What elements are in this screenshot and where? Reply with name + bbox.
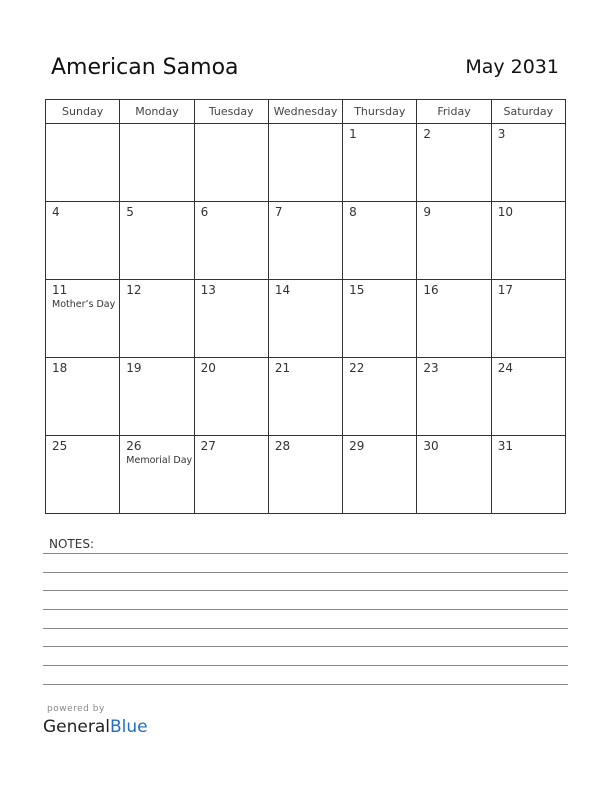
day-number: 23: [423, 361, 439, 375]
day-number: 7: [274, 205, 283, 219]
day-number: 4: [52, 205, 60, 219]
brand-blue: Blue: [110, 717, 148, 737]
calendar-week-row: [46, 280, 566, 358]
calendar-day-cell: [268, 124, 342, 202]
day-number: 26: [126, 439, 142, 453]
day-number: 9: [423, 205, 432, 219]
day-number: 19: [126, 361, 142, 375]
calendar-day-cell: [120, 124, 194, 202]
day-number: 16: [423, 283, 439, 297]
note-line: [43, 553, 568, 554]
powered-by-text: powered by: [47, 704, 105, 714]
day-number: 13: [200, 283, 216, 297]
weekday-header: Tuesday: [194, 100, 268, 124]
day-number: 28: [274, 439, 291, 453]
calendar-month-title: May 2031: [465, 56, 559, 78]
weekday-header: Thursday: [343, 100, 417, 124]
day-number: 30: [423, 439, 439, 453]
calendar-day-cell: [120, 202, 194, 280]
calendar-week-row: [46, 436, 566, 514]
holiday-label: Mother’s Day: [52, 299, 116, 310]
day-number: 6: [200, 205, 209, 219]
notes-label: NOTES:: [49, 537, 94, 551]
holiday-label: Memorial Day: [126, 455, 193, 466]
weekday-header: Sunday: [46, 100, 120, 124]
calendar-day-cell: [491, 436, 565, 514]
note-line: [43, 572, 568, 573]
day-number: 17: [497, 283, 513, 297]
calendar-week-row: [46, 124, 566, 202]
day-number: 21: [274, 361, 291, 375]
note-line: [43, 665, 568, 666]
calendar-day-cell: [268, 202, 342, 280]
weekday-header-row: [46, 100, 566, 124]
day-number: 22: [349, 361, 365, 375]
day-number: 3: [497, 127, 506, 141]
day-number: 10: [497, 205, 513, 219]
calendar-day-cell: [491, 124, 565, 202]
day-number: 2: [423, 127, 432, 141]
calendar-day-cell: [194, 436, 268, 514]
calendar-day-cell: [194, 124, 268, 202]
calendar-week-row: [46, 358, 566, 436]
day-number: 5: [126, 205, 134, 219]
note-line: [43, 684, 568, 685]
day-number: 18: [52, 361, 68, 375]
day-number: 8: [349, 205, 357, 219]
calendar-day-cell: [417, 436, 491, 514]
day-number: 1: [349, 127, 357, 141]
calendar-day-cell: [491, 202, 565, 280]
calendar-day-cell: [120, 436, 194, 514]
calendar-day-cell: [46, 202, 120, 280]
day-number: 15: [349, 283, 365, 297]
calendar-day-cell: [343, 358, 417, 436]
brand-general: General: [43, 717, 110, 737]
calendar-grid: [45, 99, 566, 514]
note-line: [43, 646, 568, 647]
calendar-day-cell: [491, 358, 565, 436]
calendar-day-cell: [491, 280, 565, 358]
generalblue-logo: [43, 717, 148, 737]
weekday-header: Monday: [120, 100, 194, 124]
calendar-day-cell: [194, 280, 268, 358]
calendar-day-cell: [417, 358, 491, 436]
calendar-day-cell: [46, 124, 120, 202]
calendar-day-cell: [417, 202, 491, 280]
weekday-header: Friday: [417, 100, 491, 124]
calendar-day-cell: [343, 280, 417, 358]
weekday-header: Saturday: [491, 100, 565, 124]
note-line: [43, 609, 568, 610]
calendar-week-row: [46, 202, 566, 280]
note-line: [43, 628, 568, 629]
calendar-day-cell: [120, 280, 194, 358]
calendar-country-title: American Samoa: [51, 55, 239, 80]
day-number: 29: [349, 439, 365, 453]
calendar-day-cell: [268, 358, 342, 436]
calendar-day-cell: [46, 436, 120, 514]
day-number: 12: [126, 283, 142, 297]
calendar-day-cell: [120, 358, 194, 436]
calendar-day-cell: [343, 436, 417, 514]
calendar-day-cell: [268, 280, 342, 358]
note-line: [43, 590, 568, 591]
calendar-day-cell: [194, 202, 268, 280]
day-number: 27: [200, 439, 216, 453]
calendar-day-cell: [268, 436, 342, 514]
calendar-day-cell: [46, 280, 120, 358]
calendar-day-cell: [343, 124, 417, 202]
day-number: 24: [497, 361, 513, 375]
day-number: 11: [52, 283, 68, 297]
calendar-day-cell: [46, 358, 120, 436]
calendar-day-cell: [343, 202, 417, 280]
calendar-day-cell: [417, 124, 491, 202]
day-number: 20: [200, 361, 216, 375]
day-number: 31: [497, 439, 513, 453]
weekday-header: Wednesday: [268, 100, 342, 124]
day-number: 25: [52, 439, 68, 453]
day-number: 14: [274, 283, 291, 297]
calendar-day-cell: [194, 358, 268, 436]
calendar-day-cell: [417, 280, 491, 358]
